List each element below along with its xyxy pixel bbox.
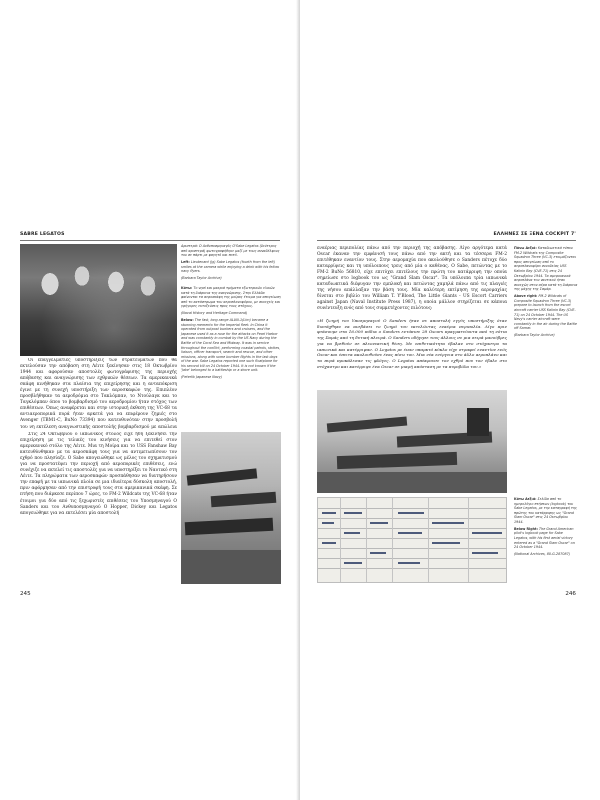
folio-right: 246 <box>565 591 576 597</box>
handwriting <box>322 512 336 514</box>
logbook-rule <box>318 548 506 549</box>
right-quote <box>317 318 507 388</box>
left-body-para-1: Οι επαγγελματίες υποστηρίξεις των στρατευμάτων που θα εκτελούσαν την απόβαση στη Λέιτε ξεκίνησαν στις 18 Οκτωβρίου 1944 και αφορούσαν αποστολές φωτογράφισης της περιοχής απόβασης και αναγνώρισης των εχθρικών θέσεων. Τα αμερικανικά σκάφη κινήθηκαν στα πλαίσια της επιχείρησης και η ανταπόκριση έγινε με τη συνεχή υποστήριξη των αεροσκαφών της. Επιπλέον προσβλήθηκαν τα αεροδρόμια στο Τακλόμπαν, το Ντούλαγκ και το Ταγκλόμπαν όπου το βομβαρδισμό του αεροδρομίου ήταν στόχος των επιθέσεων. Όπως αναφέρεται και στην ιστορική έκθεση της VC-68 τα αντιαεροπορικά πυρά ήταν αρκετά για να επιφέρουν ζημιές στο Avenger (TBM1-C, BuNo 73394) που κατευθυνόταν στην προσβολή του νη εκτέλεση αναγνωστικής αποστολής βομβαρδισμού με απώλεια <box>20 358 177 430</box>
logbook-column <box>392 498 393 582</box>
logbook-rule <box>318 568 506 569</box>
caption-bottom-en-label: Below: <box>181 317 194 322</box>
caption-bottom-right-gr-label: Κάτω Δεξιά: <box>514 497 537 501</box>
handwriting <box>322 522 334 524</box>
deck-surface <box>181 550 281 584</box>
caption-top-credit: (Barbara Taylor Archive) <box>181 275 222 280</box>
handwriting <box>432 542 460 544</box>
right-page <box>300 0 600 800</box>
caption-top-right-gr-label: Πάνω Δεξιά: <box>514 246 537 250</box>
photo-pilot-logbook <box>317 497 507 583</box>
caption-bottom-right-en: The Grand American pilot's logbook page for Sabe Legatos, with his first aerial victory entered as a "Grand Slam Oscar" on 24 October 1944. <box>514 526 575 550</box>
logbook-rule <box>318 508 506 509</box>
caption-bottom-gr: Το νησί και μακριά τμήματα εξωτερικών ελικών κατά τη διάρκεια της αναγνώρισης. Στην Ελλάδα φαίνονται τα αεροσκάφη της μοίρας έτοιμα για απογείωση από το κατάστρωμα του αεροπλανοφόρου, με συνεχείς και γρήγορες εκτοξεύσεις προς τους στόχους. <box>181 286 281 309</box>
deck-surface <box>317 472 507 493</box>
handwriting <box>398 532 422 534</box>
caption-top-right-credit: (Barbara Taylor Archive) <box>514 333 555 338</box>
aircraft-silhouette <box>185 518 274 536</box>
photo-escort-carrier-deck <box>317 390 507 493</box>
photo-officers-party <box>20 244 177 356</box>
folio-left: 245 <box>20 591 31 597</box>
logbook-column <box>340 498 341 582</box>
running-head-right: ΕΛΛΗΝΕΣ ΣΕ ΞΕΝΑ COCKPIT 7' <box>493 232 576 237</box>
caption-top-gr: Αριστερά: Ο Ανθυποσμηναγός Ο'Sabe Legatos (δεύτερος από αριστερά) φωτογραφήθηκε μαζί με τους συναδέλφους του σε πάρτι με φαγητό και ποτό. <box>181 244 280 258</box>
logbook-rule <box>318 528 506 529</box>
photo-aircraft-carrier-left <box>181 432 281 584</box>
aircraft-silhouette <box>327 417 407 433</box>
caption-top-left <box>181 244 281 283</box>
caption-top-en: Lieutenant (jg) Sabe Legatos (fourth from the left) smiles at the camera while enjoying a drink with his fellow navy flyers. <box>181 259 280 274</box>
running-head-left: SABRE LEGATOS <box>20 232 65 237</box>
handwriting <box>370 552 386 554</box>
handwriting <box>344 532 360 534</box>
handwriting <box>344 562 362 564</box>
caption-bottom-credit-gr: (Naval History and Heritage Command) <box>181 311 248 316</box>
caption-top-en-label: Left: <box>181 259 190 264</box>
caption-top-right-gr: Καταδιωκτικά τύπου FM-2 Wildcats της Composite Squadron Three (VC-3) ετοιμάζονται προς απογείωση από το αεροπλανοφόρο συνοδείας USS Kalinin Bay (CVE-71) στις 24 Οκτωβρίου 1944. Τα αμερικανικά αεροπλάνα του ναυτικού ήταν συνεχώς στον αέρα κατά τη διάρκεια της μάχης της Σαμάρ. <box>514 246 578 292</box>
handwriting <box>370 522 388 524</box>
aircraft-silhouette <box>211 492 277 508</box>
right-quote-text: «Η ζωηρή του Υποσμηναγού Ο Sanders ήταν σε αποστολή εγγύς υποστήριξης όταν διατάχθηκε να ανεβάσει το ζωηρό του εκτελώντας εναέρια περιπολία. Λίγο πριν φτάσουμε στα 16.000 πόδια ο Sanders εντόπισε 28 Oscars πραγματεύοντα από τη νότια της Σαμάς από τη δυτική πλευρά. Ο Sanders οδήγησε τους άλλους σε μια σειρά μανούβρες για να βρεθούν σε πλεονεκτική θέση. Με επιθετικότητα έβαλαν στο στόχαστρο τα ιαπωνικά και κατέρριψαν. Ο Legatos με έναν υπαρκτό κύκλο είχε στραφεί εναντίον ενός Oscar και έπειτα ακολουθούσε ένας πίσω του. Μια νέα ενέργεια στο άλλο αεροπλάνο και τα πυρά προκάλεσαν τις φλόγες. Ο Legatos απέκρουσε τον εχθρό που τον έβαλε στο στόχαστρο και κατέρριψε ένα Oscar σε μικρή απόσταση με τα πυροβόλα του.» <box>317 318 507 369</box>
header-rule <box>317 240 576 241</box>
caption-bottom-credit-en: (Peterlik Japanese Navy) <box>181 375 223 380</box>
logbook-rule <box>318 518 506 519</box>
right-body-para-1: εναέριας περιπολίας πάνω από την περιοχή της απόβασης. Λίγο αργότερα κατά Oscar έκαναν την εμφάνισή τους πάνω από την ακτή και τα τέσσερα FM-2 επιτέθηκαν εναντίον τους. Στην αερομαχία που ακολούθησε ο Sanders πέτυχε δύο καταρρίψεις και τη υπόλοιπους τρεις από μία ο καθένας. Ο Sabe, πετώντας με το FM-2 BuNo 56810, είχε επιτύχει επιτέλους την πρώτη του κατάρριψη την οποία σημείωσε στο logbook του ως "Grand Slam Oscar". Τα υπόλοιπα τρία ιαπωνικά καταδιωκτικά διέφυγαν την εμπλοκή και πετώντας χαμηλά πάνω από τις πλαγιές της νήσου απάλλαξαν την βάση τους. Μία καλύτερη εκτίμηση της αερομαχίας δίνεται στο βιβλίο του William T. Y'Blood, The Little Giants - US Escort Carriers against Japan (Naval Institute Press 1987), η οποία μάλλον στηρίζεται σε κάποια συνέντευξη ενός από τους συμμετέχοντες πιλότους: <box>317 246 507 312</box>
logbook-column <box>428 498 429 582</box>
caption-top-right-en-label: Above right: <box>514 294 538 299</box>
aircraft-silhouette <box>187 468 258 485</box>
caption-top-right-en: FM-2 Wildcats of Composite Squadron Three (VC-3) prepare to launch from the escort aircraft carrier USS Kalinin Bay (CVE-71) on 24 October 1944. The US Navy's carrier aircraft were constantly in the air during the Battle off Samar. <box>514 294 577 331</box>
carrier-island <box>467 408 489 436</box>
header-rule <box>20 240 280 241</box>
left-body-para-2: Στις 24 Οκτωβρίου ο ιαπωνικός στόλος είχε ήδη ξεκινήσει την επιχείρηση με τις τελικές του κινήσεις για να επιτεθεί στον αμερικανικό στόλο της Λέιτε. Μια τη Μοίρα και το USS Fanshaw Bay κατευθύνθηκαν με τα αεροσκάφη τους για να αντιμετωπίσουν τον εχθρό που πλησίαζε. Ο Sabe απογειώθηκε ως μέλος του σχηματισμού για να προστατέψει την περιοχή από αεροπορικές επιθέσεις, ενώ συνέχιζε να εκτελεί τις αποστολές για να υποστηρίξει το Ναυτικό στη Λέιτε. Τα πληρώματα των αεροσκαφών προσπάθησαν να διατηρήσουν την επαφή με τα ιαπωνικά πλοία σε μια ιδιαίτερα δύσκολη αποστολή, πριν αφόρμησαν από την επιστροφή τους στα αμερικανικά σκάφη. Σε πτήση που διάρκεσε περίπου 7 ώρες, το FM-2 Wildcats της VC-68 ήταν έτοιμοι για δύο από τις ξεχωριστές επιθέσεις του Υποσμηναγού Ο Sanders και του Ανθυποσμηναγού Ο Hopper, Dickey και Legatos απογειώθηκε για να εκτελέσει μία αποστολή <box>20 432 177 516</box>
logbook-rule <box>318 538 506 539</box>
left-body-upper <box>20 358 177 430</box>
logbook-column <box>366 498 367 582</box>
caption-bottom-en: The fast, long-range ALUN-1(Lim) became a stunning memento for the Imperial fleet. In China it operated from outpost bunkers and cruisers, and the Japanese used it as a ruse for the attacks on Pearl Harbor and was constantly in combat by the US Navy during the Battle of the Coral Sea and Midway. It was in service throughout the conflict, performing coastal patrols, strikes, liaison, officer transport, search and rescue, and other missions, along with some bomber flights in the last days of the war. Sabe Legatos reported one such floatplane for his second kill on 24 October 1944. It is not known if the 'Jake' belonged to a battleship or a shore unit. <box>181 317 281 373</box>
handwriting <box>344 512 362 514</box>
handwriting <box>472 552 498 554</box>
caption-bottom-left <box>181 286 281 382</box>
right-body-upper <box>317 246 507 316</box>
caption-bottom-right-gr: Σελίδα από το ημερολόγιο πτήσεων (logbook) του Sabe Legatos, με την καταγραφή της πρώτης του κατάρριψης ως "Grand Slam Oscar" στις 24 Οκτωβρίου 1944. <box>514 497 577 524</box>
handwriting <box>398 512 424 514</box>
handwriting <box>432 522 464 524</box>
caption-bottom-right-credit: (National Archives, 80-G-287087) <box>514 551 571 556</box>
logbook-rule <box>318 558 506 559</box>
caption-bottom-right <box>514 497 578 559</box>
handwriting <box>322 542 336 544</box>
handwriting <box>398 562 420 564</box>
logbook-column <box>468 498 469 582</box>
caption-bottom-right-en-label: Below Right: <box>514 526 538 531</box>
aircraft-silhouette <box>337 452 457 469</box>
handwriting <box>472 532 502 534</box>
caption-top-right <box>514 246 578 340</box>
photo-highlight <box>20 244 177 356</box>
caption-bottom-label: Κάτω: <box>181 286 193 290</box>
left-body-lower <box>20 432 177 584</box>
